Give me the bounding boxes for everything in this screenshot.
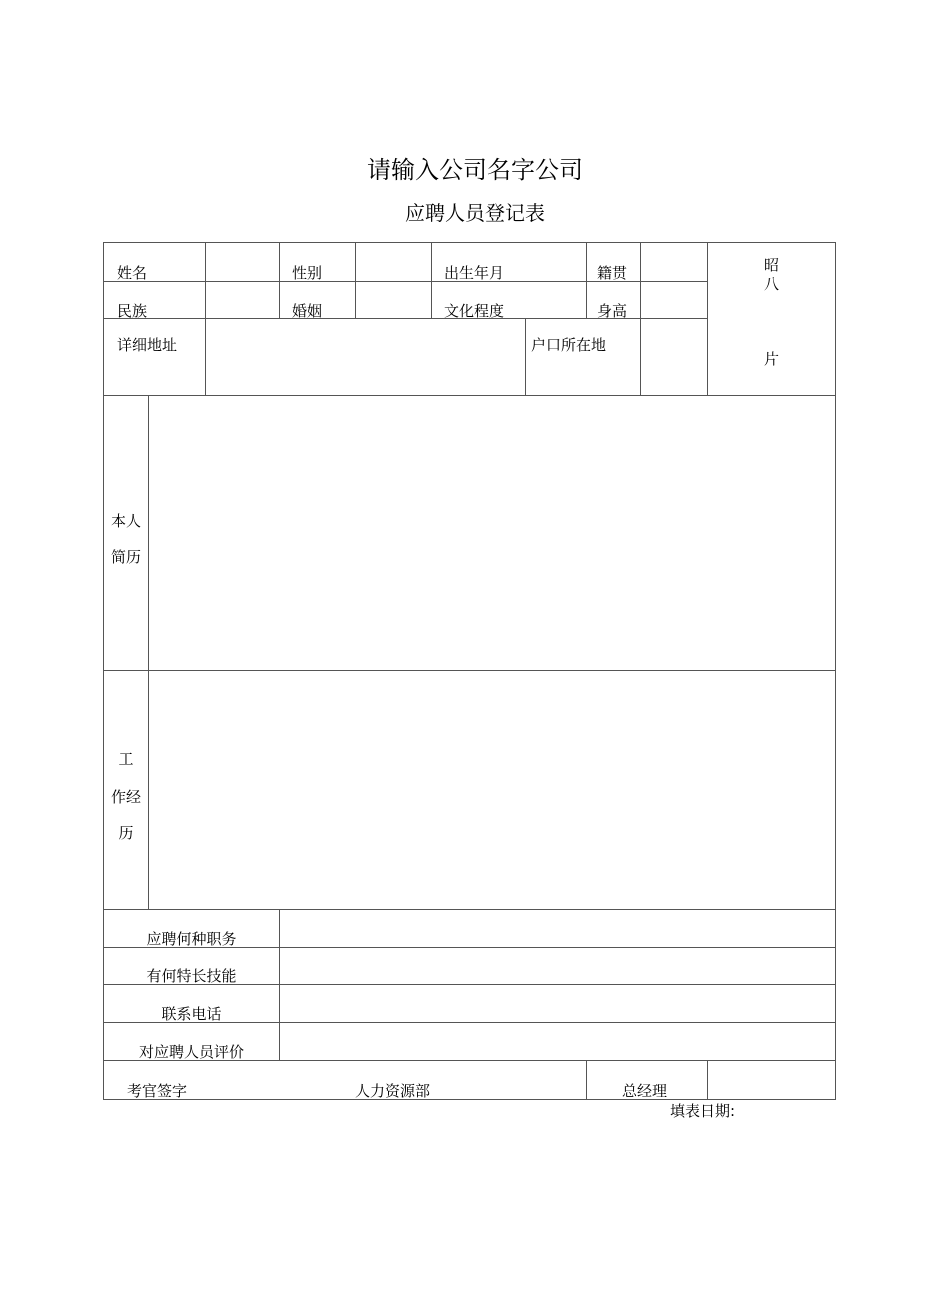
col-divider [279, 242, 280, 318]
resume-label-line2: 简历 [110, 548, 141, 566]
col-divider [586, 1060, 587, 1099]
col-divider [525, 318, 526, 395]
table-border-bottom [103, 1099, 836, 1100]
col-divider [640, 242, 641, 395]
col-divider [707, 1060, 708, 1099]
row-divider [103, 670, 836, 671]
examiner-signature-label: 考官签字 [127, 1082, 188, 1100]
form-title: 应聘人员登记表 [405, 201, 545, 225]
height-label: 身高 [597, 302, 628, 320]
gender-label: 性别 [292, 264, 323, 282]
special-skills-label: 有何特长技能 [146, 967, 237, 985]
col-divider [148, 395, 149, 909]
table-border-top [103, 242, 836, 243]
row-divider [103, 395, 836, 396]
name-label: 姓名 [117, 264, 148, 282]
work-label-line2: 作经 [110, 788, 141, 806]
row-divider [103, 909, 836, 910]
native-place-label: 籍贯 [597, 264, 628, 282]
resume-label-line1: 本人 [110, 512, 141, 530]
education-label: 文化程度 [444, 302, 505, 320]
col-divider [586, 242, 587, 318]
marital-status-label: 婚姻 [292, 302, 323, 320]
address-label: 详细地址 [117, 336, 178, 354]
photo-label-line1: 昭 [763, 256, 779, 274]
work-label-line1: 工 [118, 750, 134, 768]
applied-position-label: 应聘何种职务 [146, 930, 237, 948]
hr-department-label: 人力资源部 [355, 1082, 431, 1100]
ethnicity-label: 民族 [117, 302, 148, 320]
col-divider [279, 909, 280, 1060]
birth-date-label: 出生年月 [444, 264, 505, 282]
photo-label-line2: 八 [763, 275, 779, 293]
photo-label-line3: 片 [763, 350, 779, 368]
evaluation-label: 对应聘人员评价 [138, 1043, 244, 1061]
company-title: 请输入公司名字公司 [367, 156, 583, 184]
col-divider [205, 242, 206, 395]
general-manager-label: 总经理 [622, 1082, 668, 1100]
phone-label: 联系电话 [161, 1005, 222, 1023]
household-registration-label: 户口所在地 [531, 336, 607, 354]
col-divider [355, 242, 356, 318]
work-label-line3: 历 [118, 824, 134, 842]
fill-date-label: 填表日期: [670, 1102, 736, 1120]
col-divider [431, 242, 432, 318]
table-border-right [835, 242, 836, 1100]
